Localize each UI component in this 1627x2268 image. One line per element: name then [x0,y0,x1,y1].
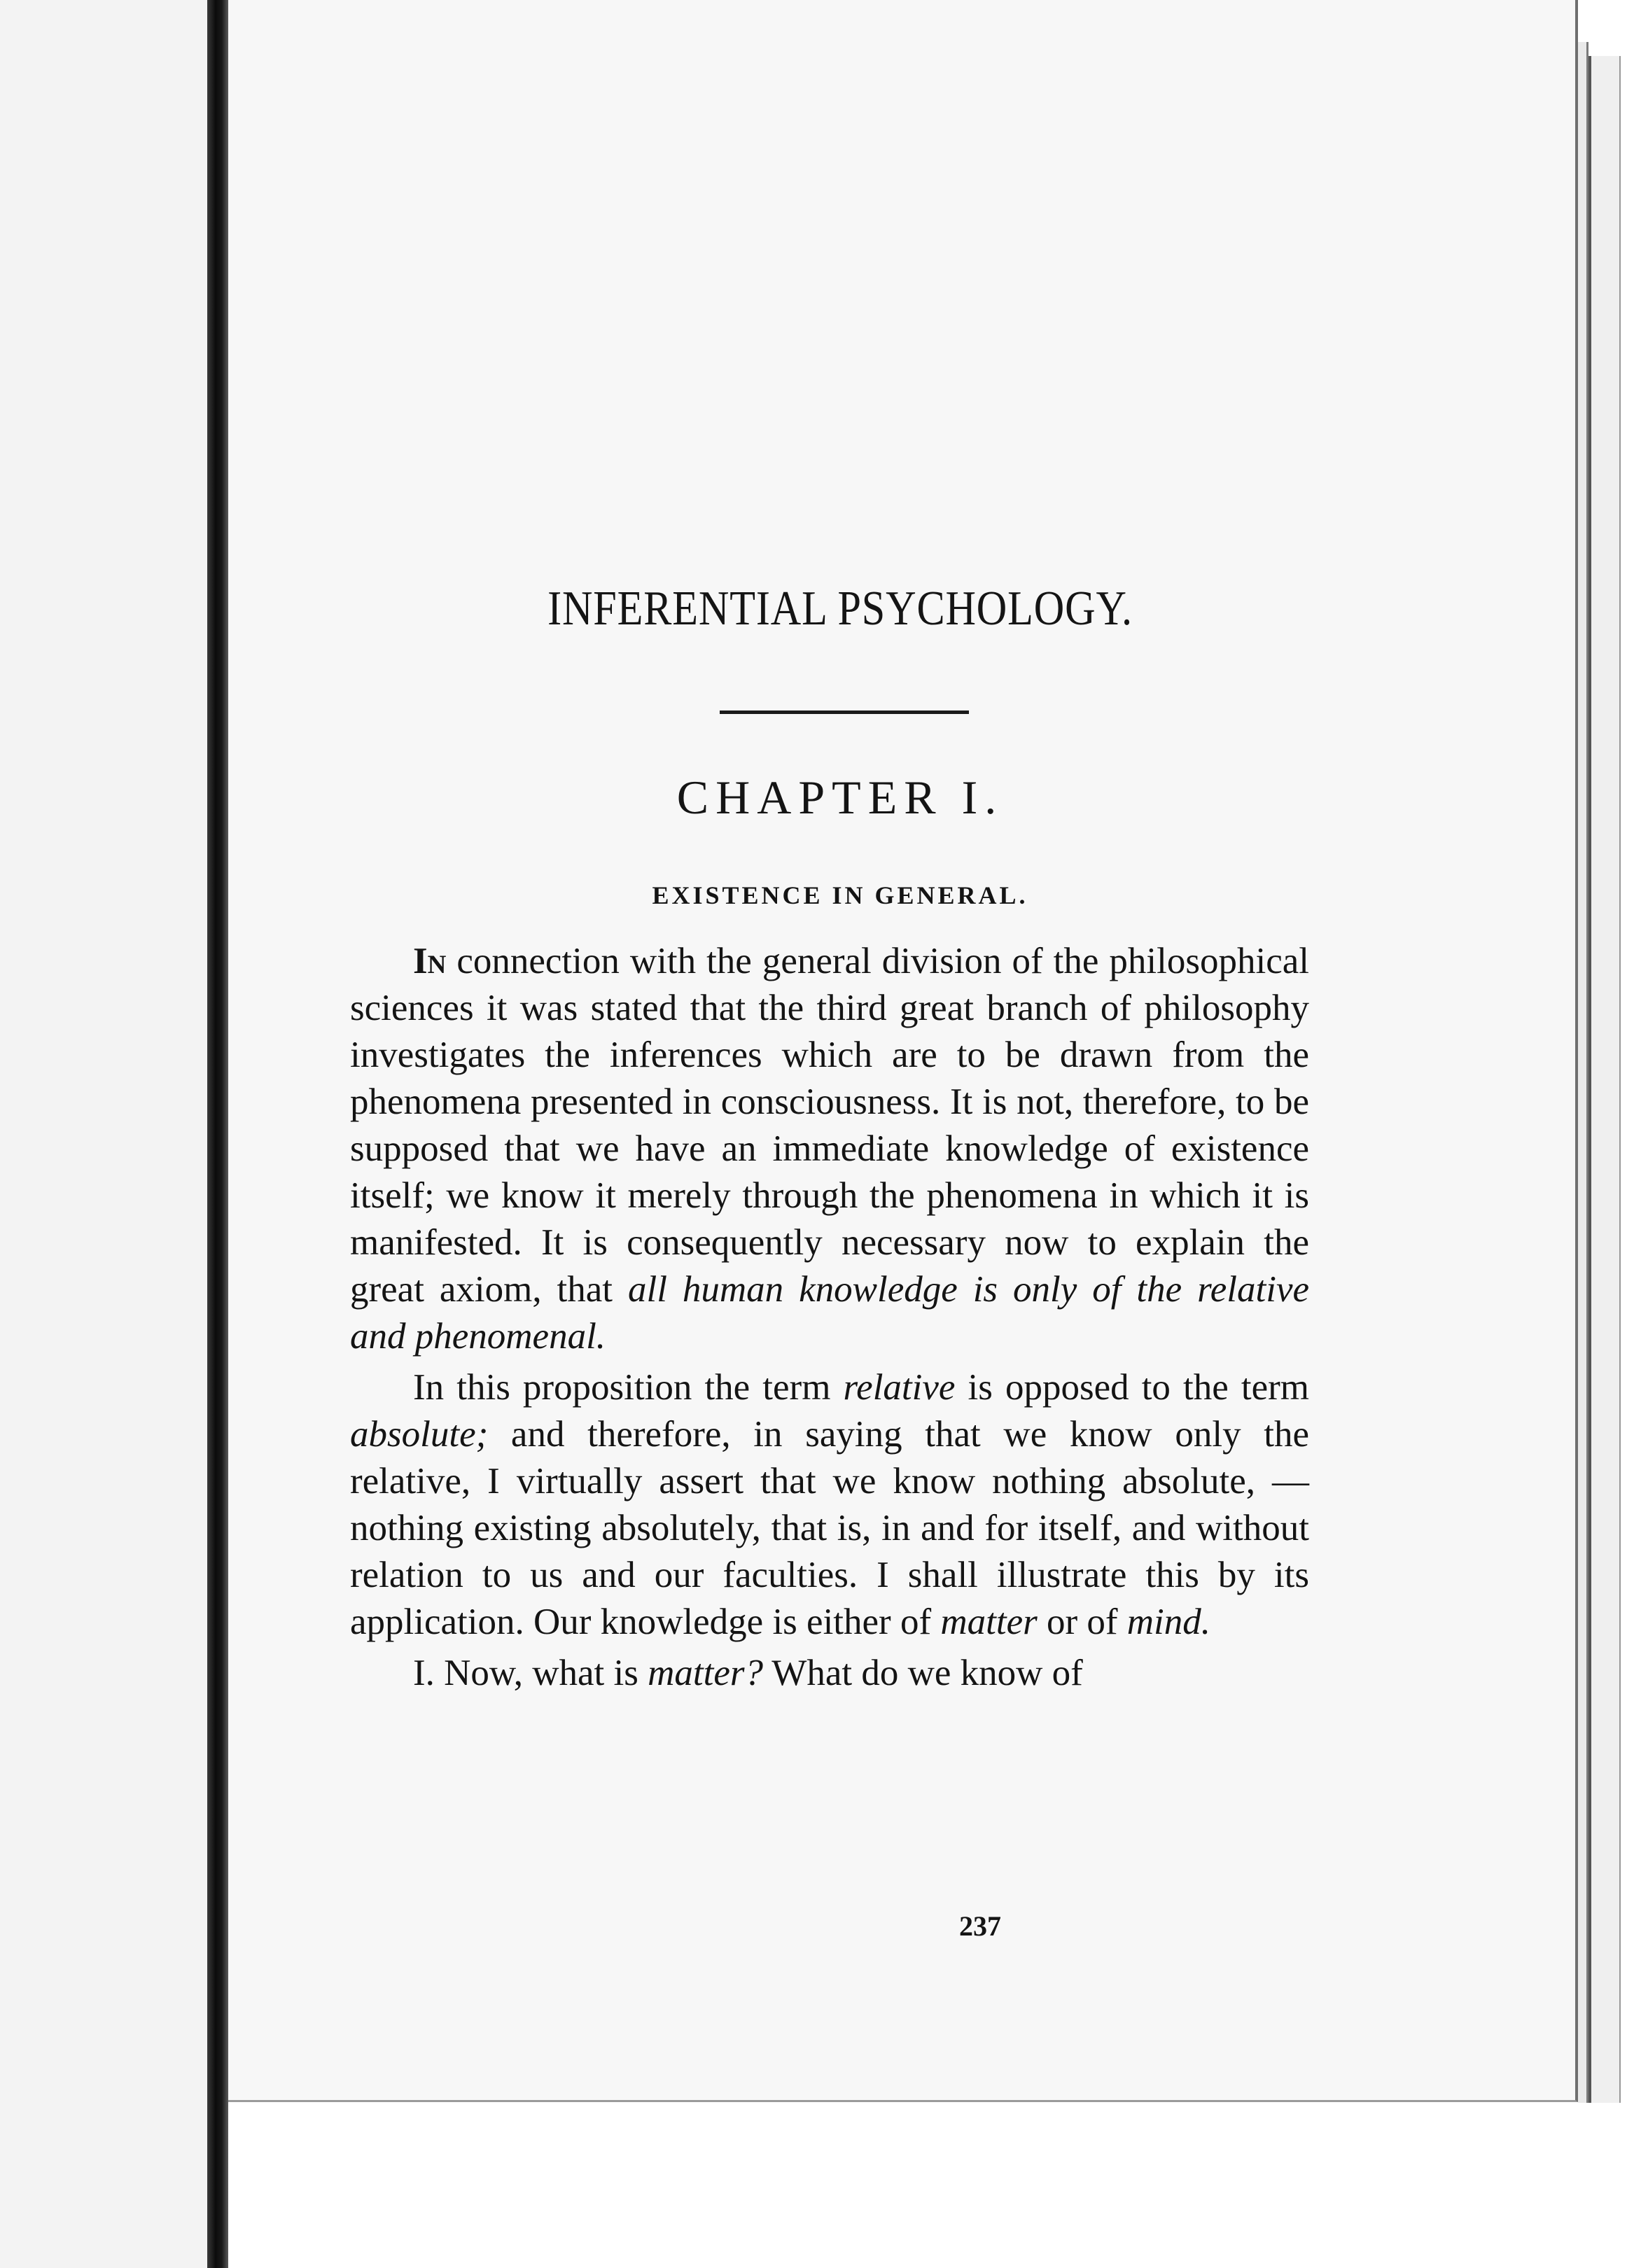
section-heading: EXISTENCE IN GENERAL. [652,881,1028,909]
title-rule [720,710,969,714]
body-text [350,938,1309,1701]
paragraph-2-text-1: In this proposition the term [413,1367,844,1408]
page-number: 237 [959,1910,1001,1942]
page-edge [1578,42,1588,2114]
paragraph-3-text-2: What do we know of [763,1653,1083,1693]
paragraph-3-emphasis: matter? [648,1653,764,1693]
paragraph-2-emphasis-3: matter [940,1602,1038,1642]
paragraph-2 [350,1364,1309,1646]
paragraph-1-text: connection with the general division of the philosophical sciences it was stated that the third great branch of philosophy investigates the inferences which are to be drawn from the phenomena presented in consciousness. It is not, therefore, to be supposed that we have an immediate knowledge of existence itself; we know it merely through the phenomena in which it is manifested. It is consequently necessary now to explain the great axiom, that [350,941,1309,1310]
scan-margin [228,2103,1627,2268]
paragraph-3-text-1: I. Now, what is [413,1653,648,1693]
running-title: INFERENTIAL PSYCHOLOGY. [547,582,1133,636]
paragraph-2-text-4: or of [1037,1602,1127,1642]
paragraph-3 [350,1650,1309,1697]
drop-cap: In [413,941,447,981]
paragraph-2-emphasis-2: absolute; [350,1414,489,1455]
paragraph-2-text-2: is opposed to the term [955,1367,1309,1408]
paragraph-2-emphasis-1: relative [843,1367,956,1408]
page-edge-outer [1588,56,1621,2128]
paragraph-2-emphasis-4: mind. [1126,1602,1211,1642]
paragraph-1-emphasis: all human knowledge is only of the relative and phenomenal. [350,1269,1309,1357]
paragraph-2-text-3: and therefore, in saying that we know only the relative, I virtually assert that we know nothing absolute, — nothing existing absolutely, that is, in and for itself, and without relation to us and our faculties. I shall illustrate this by its application. Our knowledge is either of [350,1414,1309,1642]
left-facing-page [0,0,210,2268]
book-spine [207,0,228,2268]
chapter-heading: CHAPTER I. [676,771,1004,824]
paragraph-1 [350,938,1309,1360]
